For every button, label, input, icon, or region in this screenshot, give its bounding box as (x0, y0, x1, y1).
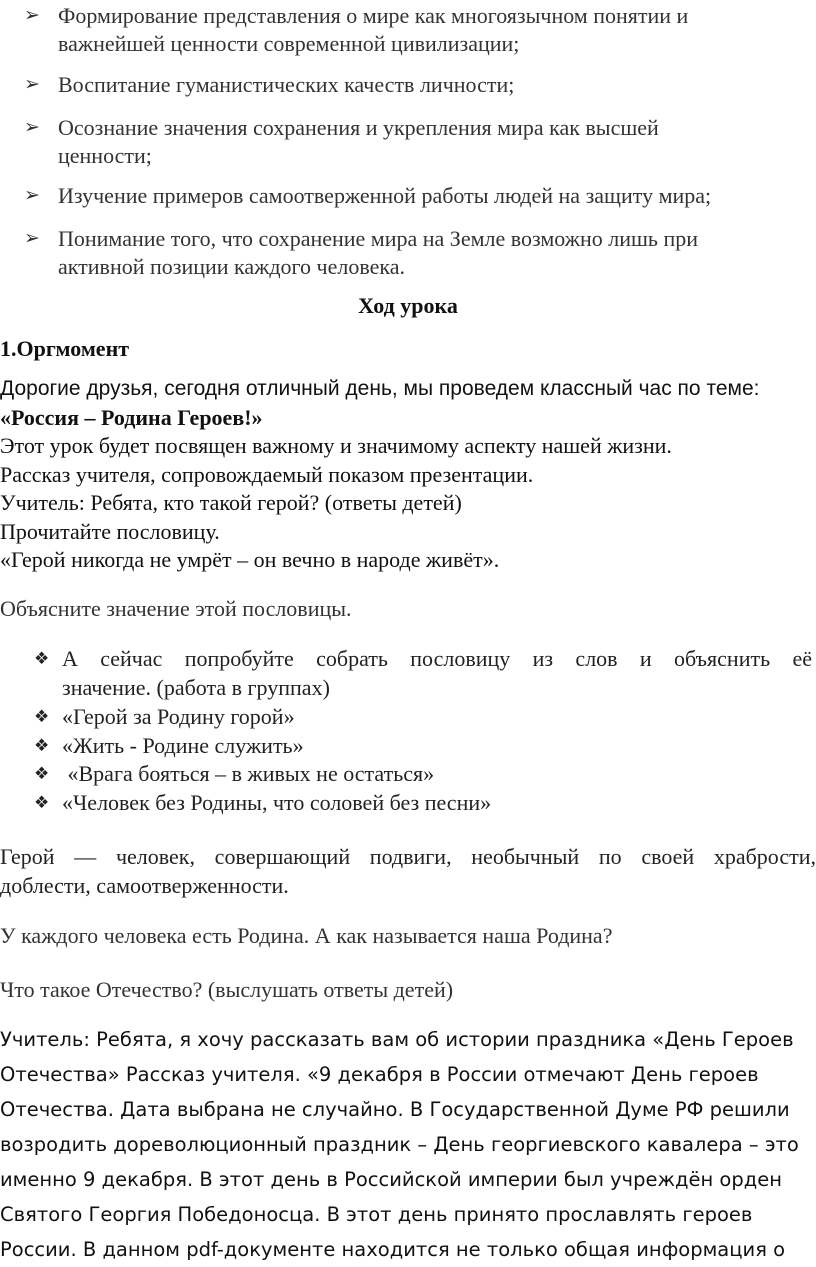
hero-definition: Герой — человек, совершающий подвиги, необычный по своей храбрости, доблести, самоотверженности. (0, 844, 816, 898)
intro-line: Прочитайте пословицу. (0, 518, 220, 544)
intro-line: Дорогие друзья, сегодня отличный день, мы проведем классный час по теме: (0, 377, 760, 400)
diamond-bullet-icon: ❖ (34, 649, 50, 668)
list-item: ❖ «Жить - Родине служить» (34, 732, 812, 761)
diamond-bullet-icon: ❖ (34, 736, 50, 755)
arrow-bullet-icon: ➢ (24, 185, 40, 206)
diamond-bullet-icon: ❖ (34, 764, 50, 783)
arrow-bullet-icon: ➢ (24, 228, 40, 249)
list-item: ❖ «Герой за Родину горой» (34, 703, 812, 732)
question-fatherland: Что такое Отечество? (выслушать ответы детей) (0, 977, 454, 1002)
intro-block (0, 375, 759, 575)
list-item: ❖ «Человек без Родины, что соловей без песни» (34, 789, 812, 818)
list-item: ➢ Изучение примеров самоотверженной работы людей на защиту мира; (24, 183, 712, 208)
arrow-bullet-icon: ➢ (24, 74, 40, 95)
intro-line: Рассказ учителя, сопровождаемый показом презентации. (0, 461, 534, 487)
lesson-title: Ход урока (358, 293, 458, 318)
intro-line: Этот урок будет посвящен важному и значимому аспекту нашей жизни. (0, 433, 672, 458)
list-item: ➢ Формирование представления о мире как многоязычном понятии и важнейшей ценности современной цивилизации; (24, 3, 689, 56)
teacher-story: Учитель: Ребята, я хочу рассказать вам об истории праздника «День Героев Отечества» Рассказ учителя. «9 декабря в России отмечают День героев Отечества. Дата выбрана не случайно. В Государственной Думе РФ решили возродить дореволюционный праздник – День георгиевского кавалера – это именно 9 декабря. В этот день в Российской империи был учреждён орден Святого Георгия Победоносца. В этот день принято прославлять героев России. В данном pdf-документе находится не только общая информация о (0, 1028, 799, 1261)
diamond-bullet-icon: ❖ (34, 707, 50, 726)
intro-line: Учитель: Ребята, кто такой герой? (ответы детей) (0, 490, 462, 515)
theme-title: «Россия – Родина Героев!» (0, 404, 263, 430)
proverb-quote: «Герой никогда не умрёт – он вечно в народе живёт». (0, 547, 500, 572)
diamond-bullet-icon: ❖ (34, 793, 50, 812)
question-homeland: У каждого человека есть Родина. А как называется наша Родина? (0, 923, 613, 948)
arrow-bullet-icon: ➢ (24, 117, 40, 138)
list-item: ❖ А сейчас попробуйте собрать пословицу из слов и объяснить её значение. (работа в группах) (34, 646, 812, 700)
list-item: ➢ Воспитание гуманистических качеств личности; (24, 72, 515, 97)
list-item: ➢ Осознание значения сохранения и укрепления мира как высшей ценности; (24, 115, 659, 168)
list-item: ❖ «Врага бояться – в живых не остаться» (34, 760, 812, 789)
list-item: ➢ Понимание того, что сохранение мира на Земле возможно лишь при активной позиции каждого человека. (24, 226, 698, 279)
arrow-bullet-icon: ➢ (24, 5, 40, 26)
section-heading: 1.Оргмомент (0, 336, 130, 361)
explain-prompt: Объясните значение этой пословицы. (0, 596, 352, 621)
